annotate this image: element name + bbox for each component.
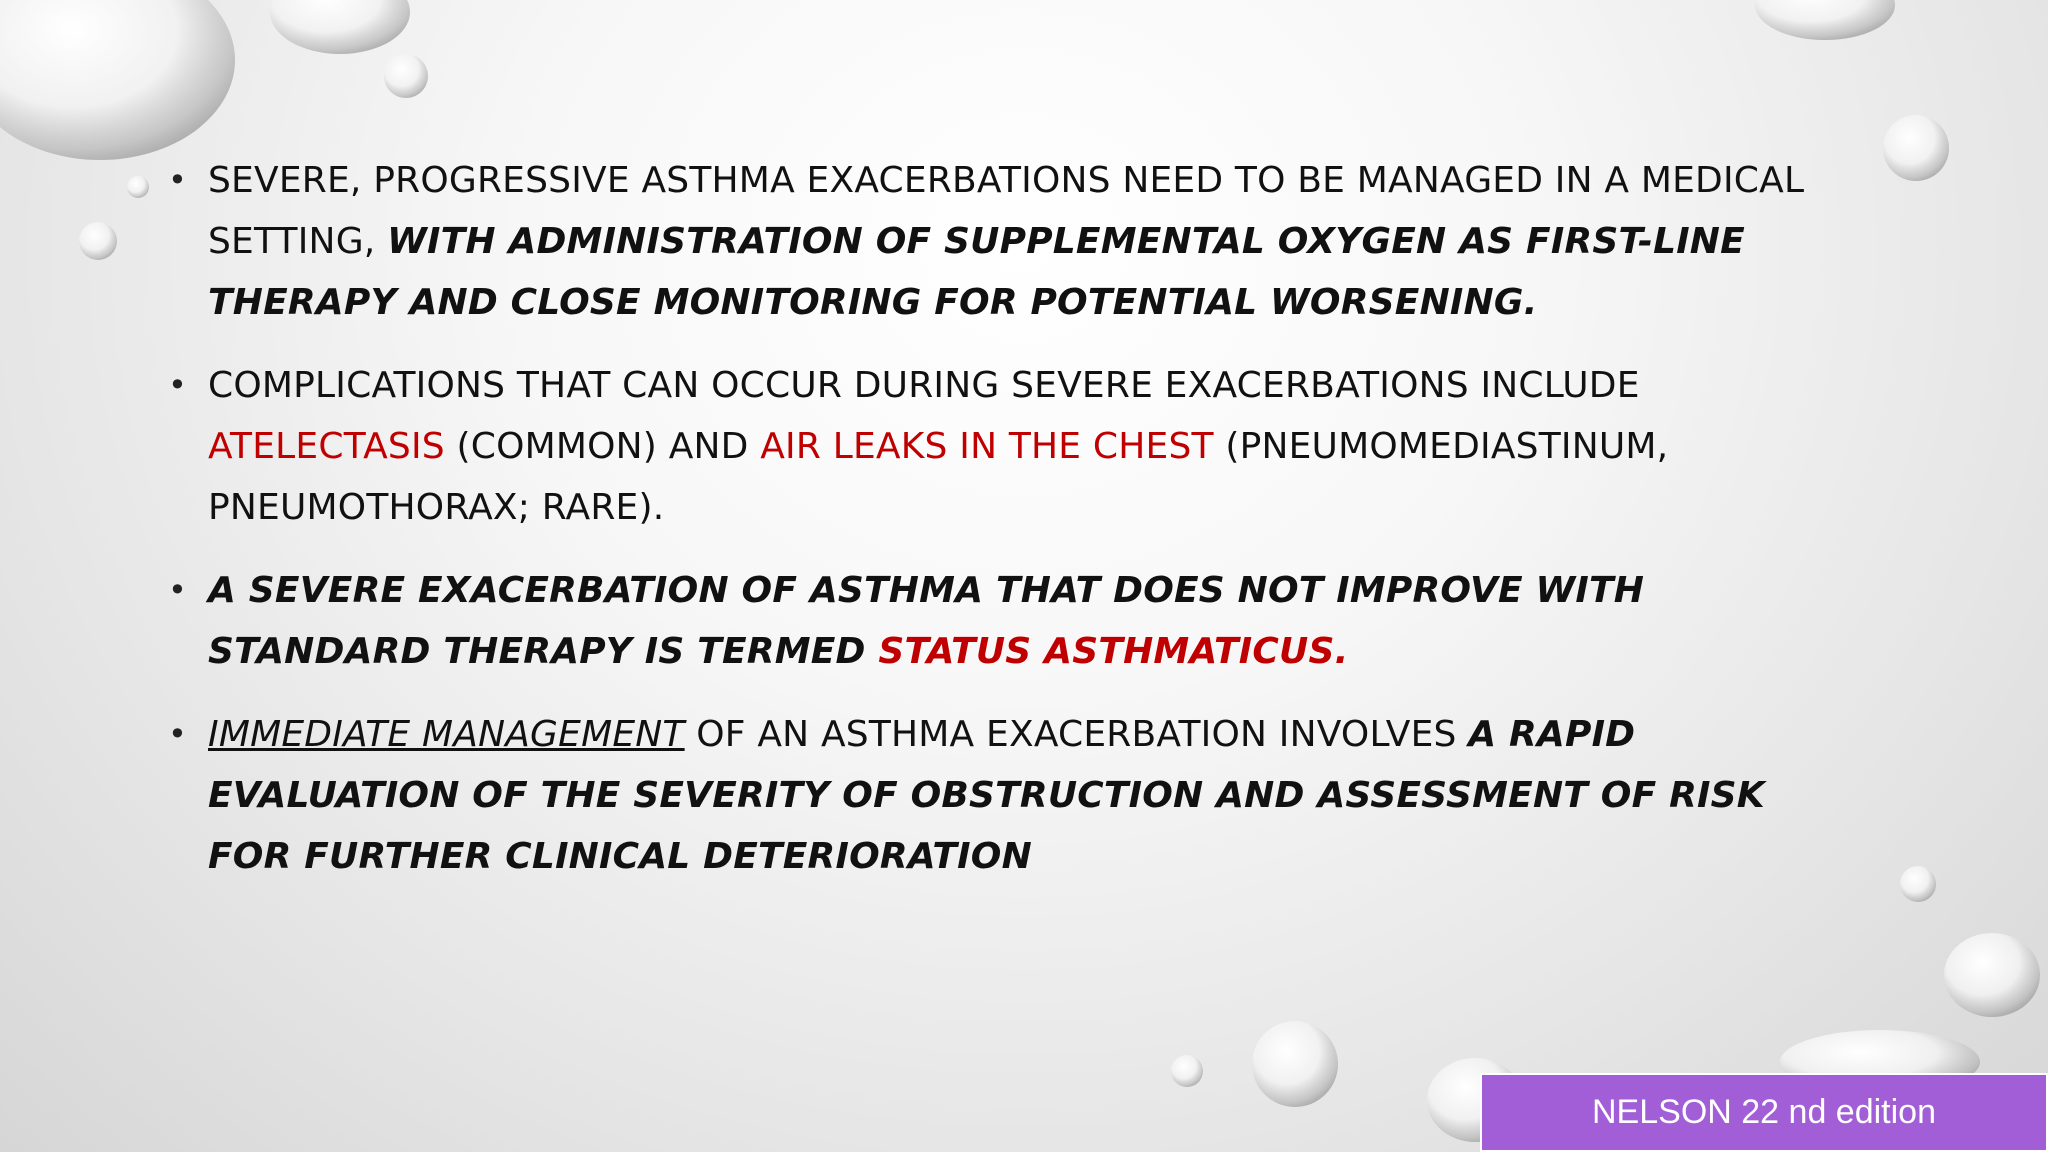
drop-top-left-large [0, 0, 235, 160]
bullet-text: (COMMON) AND [444, 426, 761, 467]
bullet-text: COMPLICATIONS THAT CAN OCCUR DURING SEVERE EXACERBATIONS INCLUDE [208, 365, 1640, 406]
bullet-text: (PNEUMOMEDIASTINUM, PNEUMOTHORAX; RARE). [208, 426, 1669, 528]
bullet-emphasis: A RAPID EVALUATION OF THE SEVERITY OF OBSTRUCTION AND ASSESSMENT OF RISK FOR FURTHER CLINICAL DETERIORATION [208, 714, 1765, 877]
bullet-item [160, 355, 1860, 538]
bullet-dot-icon: • [168, 366, 188, 404]
drop-bottom-center-small [1171, 1055, 1203, 1087]
bullet-text: OF AN ASTHMA EXACERBATION INVOLVES [684, 714, 1469, 755]
drop-left-tiny-1 [127, 176, 149, 198]
drop-right-lower-small [1900, 866, 1936, 902]
source-label [1480, 1073, 2048, 1152]
slide-content [160, 150, 1860, 909]
drop-top-left-small [384, 54, 428, 98]
bullet-list [160, 150, 1860, 887]
highlight-term: AIR LEAKS IN THE CHEST [760, 426, 1214, 467]
drop-top-left-medium [270, 0, 410, 54]
bullet-item [160, 704, 1860, 887]
bullet-text: SEVERE, PROGRESSIVE ASTHMA EXACERBATIONS NEED TO BE MANAGED IN A MEDICAL SETTING, [208, 160, 1805, 262]
bullet-dot-icon: • [168, 715, 188, 753]
highlight-term: STATUS ASTHMATICUS. [878, 631, 1349, 672]
drop-right-lower-large [1944, 933, 2040, 1017]
highlight-term: ATELECTASIS [208, 426, 445, 467]
underlined-term: IMMEDIATE MANAGEMENT [208, 714, 685, 755]
drop-left-tiny-2 [79, 222, 117, 260]
drop-right-upper [1883, 115, 1949, 181]
bullet-dot-icon: • [168, 161, 188, 199]
source-label-text: NELSON 22 nd edition [1592, 1093, 1936, 1131]
drop-top-right [1755, 0, 1895, 40]
bullet-emphasis: WITH ADMINISTRATION OF SUPPLEMENTAL OXYGEN AS FIRST-LINE THERAPY AND CLOSE MONITORING FOR POTENTIAL WORSENING. [208, 221, 1745, 323]
bullet-emphasis: A SEVERE EXACERBATION OF ASTHMA THAT DOES NOT IMPROVE WITH STANDARD THERAPY IS TERMED [208, 570, 1645, 672]
drop-bottom-center-large [1252, 1021, 1338, 1107]
bullet-dot-icon: • [168, 571, 188, 609]
bullet-item [160, 150, 1860, 333]
bullet-item [160, 560, 1860, 682]
